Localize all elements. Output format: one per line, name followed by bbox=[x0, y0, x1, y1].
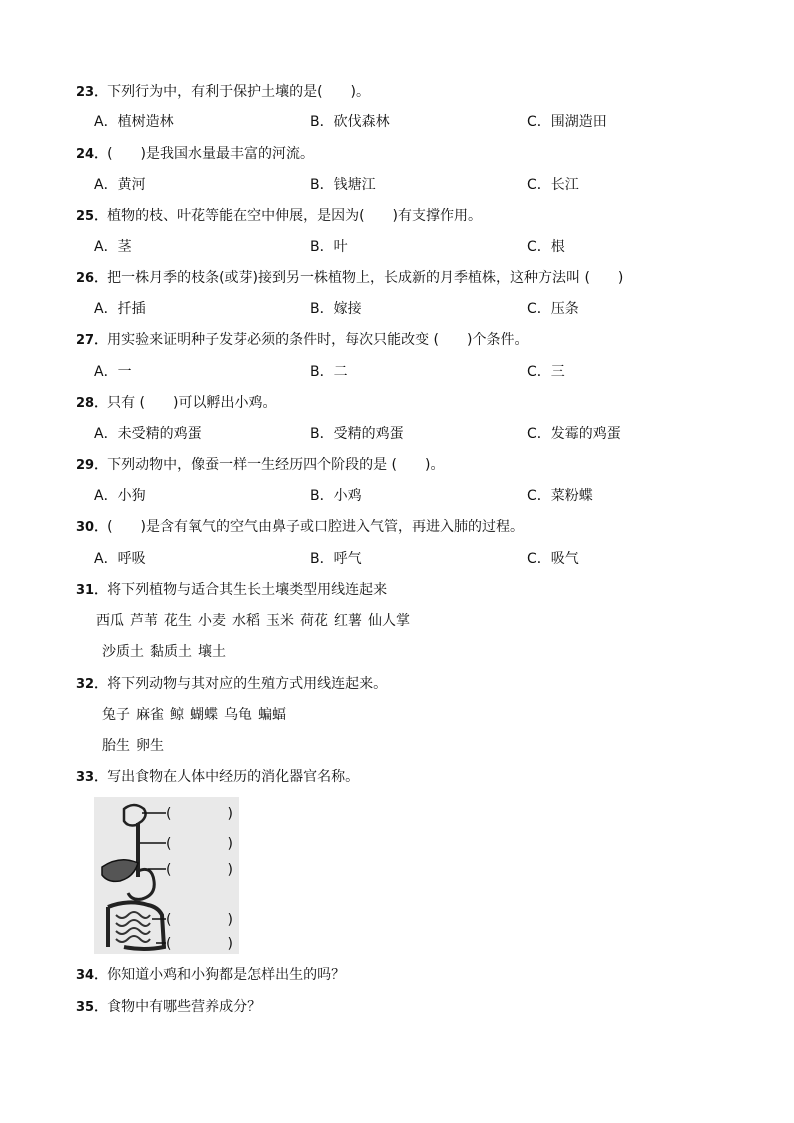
option-c: C．菜粉蝶 bbox=[527, 488, 593, 504]
question-number: 32． bbox=[76, 677, 108, 692]
option-a: A．茎 bbox=[94, 239, 132, 255]
question-29 bbox=[76, 455, 444, 476]
question-26-options bbox=[94, 299, 744, 319]
mode-item: 卵生 bbox=[136, 738, 164, 754]
question-number: 34． bbox=[76, 968, 108, 983]
question-32 bbox=[76, 674, 387, 695]
question-30-options bbox=[94, 549, 744, 569]
reproduction-mode-list bbox=[102, 736, 170, 756]
question-24 bbox=[76, 144, 314, 165]
organ-blank-5: ( ) bbox=[166, 936, 233, 952]
option-c: C．三 bbox=[527, 364, 565, 380]
option-b: B．小鸡 bbox=[310, 488, 362, 504]
option-b: B．受精的鸡蛋 bbox=[310, 426, 404, 442]
question-text: 写出食物在人体中经历的消化器官名称。 bbox=[107, 769, 360, 785]
plant-item: 水稻 bbox=[232, 613, 260, 629]
option-b: B．砍伐森林 bbox=[310, 114, 390, 130]
option-a: A．一 bbox=[94, 364, 132, 380]
question-text: 食物中有哪些营养成分？ bbox=[107, 999, 262, 1015]
option-a: A．未受精的鸡蛋 bbox=[94, 426, 202, 442]
soil-list bbox=[102, 642, 232, 662]
question-number: 33． bbox=[76, 770, 108, 785]
plant-item: 小麦 bbox=[198, 613, 226, 629]
question-23-options bbox=[94, 112, 744, 132]
soil-item: 沙质土 bbox=[102, 644, 144, 660]
option-c: C．发霉的鸡蛋 bbox=[527, 426, 621, 442]
question-number: 29． bbox=[76, 458, 108, 473]
plant-item: 荷花 bbox=[300, 613, 328, 629]
soil-item: 黏质土 bbox=[150, 644, 192, 660]
option-b: B．嫁接 bbox=[310, 301, 362, 317]
question-number: 23． bbox=[76, 85, 108, 100]
question-text: 用实验来证明种子发芽必须的条件时，每次只能改变 ( )个条件。 bbox=[107, 332, 529, 348]
question-23 bbox=[76, 82, 370, 103]
question-27-options bbox=[94, 362, 744, 382]
question-number: 24． bbox=[76, 147, 108, 162]
option-b: B．钱塘江 bbox=[310, 177, 376, 193]
animal-item: 蝙蝠 bbox=[258, 707, 286, 723]
question-text: 将下列动物与其对应的生殖方式用线连起来。 bbox=[107, 676, 388, 692]
plant-item: 红薯 bbox=[334, 613, 362, 629]
plant-item: 仙人掌 bbox=[368, 613, 410, 629]
organ-blank-4: ( ) bbox=[166, 912, 233, 928]
plant-item: 玉米 bbox=[266, 613, 294, 629]
option-a: A．扦插 bbox=[94, 301, 146, 317]
digestive-system-figure bbox=[94, 797, 239, 954]
option-a: A．呼吸 bbox=[94, 551, 146, 567]
option-a: A．小狗 bbox=[94, 488, 146, 504]
question-number: 25． bbox=[76, 209, 108, 224]
option-c: C．长江 bbox=[527, 177, 579, 193]
question-28-options bbox=[94, 424, 744, 444]
question-text: 下列动物中，像蚕一样一生经历四个阶段的是 ( )。 bbox=[107, 457, 445, 473]
animal-item: 麻雀 bbox=[136, 707, 164, 723]
question-text: 植物的枝、叶花等能在空中伸展，是因为( )有支撑作用。 bbox=[107, 208, 483, 224]
plant-item: 芦苇 bbox=[130, 613, 158, 629]
question-25 bbox=[76, 206, 482, 227]
organ-blank-1: ( ) bbox=[166, 806, 233, 822]
question-24-options bbox=[94, 175, 744, 195]
question-35 bbox=[76, 997, 261, 1018]
question-text: 你知道小鸡和小狗都是怎样出生的吗？ bbox=[107, 967, 346, 983]
animal-item: 乌龟 bbox=[224, 707, 252, 723]
question-25-options bbox=[94, 237, 744, 257]
option-c: C．吸气 bbox=[527, 551, 579, 567]
animal-item: 兔子 bbox=[102, 707, 130, 723]
question-29-options bbox=[94, 486, 744, 506]
question-text: 只有 ( )可以孵出小鸡。 bbox=[107, 395, 277, 411]
organ-blank-3: ( ) bbox=[166, 862, 233, 878]
question-34 bbox=[76, 965, 345, 986]
question-31 bbox=[76, 580, 387, 601]
animal-list bbox=[102, 705, 292, 725]
question-26 bbox=[76, 268, 623, 289]
plant-item: 西瓜 bbox=[96, 613, 124, 629]
organ-blank-2: ( ) bbox=[166, 836, 233, 852]
question-text: ( )是含有氧气的空气由鼻子或口腔进入气管，再进入肺的过程。 bbox=[107, 519, 525, 535]
option-c: C．根 bbox=[527, 239, 565, 255]
plant-list bbox=[96, 611, 416, 631]
question-number: 35． bbox=[76, 1000, 108, 1015]
question-27 bbox=[76, 330, 528, 351]
question-number: 30． bbox=[76, 520, 108, 535]
option-b: B．叶 bbox=[310, 239, 348, 255]
question-30 bbox=[76, 517, 524, 538]
question-number: 27． bbox=[76, 333, 108, 348]
question-33 bbox=[76, 767, 359, 788]
digestive-system-diagram bbox=[94, 797, 239, 954]
option-b: B．二 bbox=[310, 364, 348, 380]
question-text: 把一株月季的枝条(或芽)接到另一株植物上，长成新的月季植株，这种方法叫 ( ) bbox=[107, 270, 624, 286]
question-text: ( )是我国水量最丰富的河流。 bbox=[107, 146, 315, 162]
question-text: 将下列植物与适合其生长土壤类型用线连起来 bbox=[107, 582, 388, 598]
option-b: B．呼气 bbox=[310, 551, 362, 567]
question-number: 28． bbox=[76, 396, 108, 411]
question-28 bbox=[76, 393, 276, 414]
animal-item: 鲸 bbox=[170, 707, 184, 723]
soil-item: 壤土 bbox=[198, 644, 226, 660]
animal-item: 蝴蝶 bbox=[190, 707, 218, 723]
option-a: A．黄河 bbox=[94, 177, 146, 193]
option-c: C．围湖造田 bbox=[527, 114, 607, 130]
option-c: C．压条 bbox=[527, 301, 579, 317]
plant-item: 花生 bbox=[164, 613, 192, 629]
option-a: A．植树造林 bbox=[94, 114, 174, 130]
question-number: 31． bbox=[76, 583, 108, 598]
question-number: 26． bbox=[76, 271, 108, 286]
question-text: 下列行为中，有利于保护土壤的是( )。 bbox=[107, 84, 371, 100]
mode-item: 胎生 bbox=[102, 738, 130, 754]
